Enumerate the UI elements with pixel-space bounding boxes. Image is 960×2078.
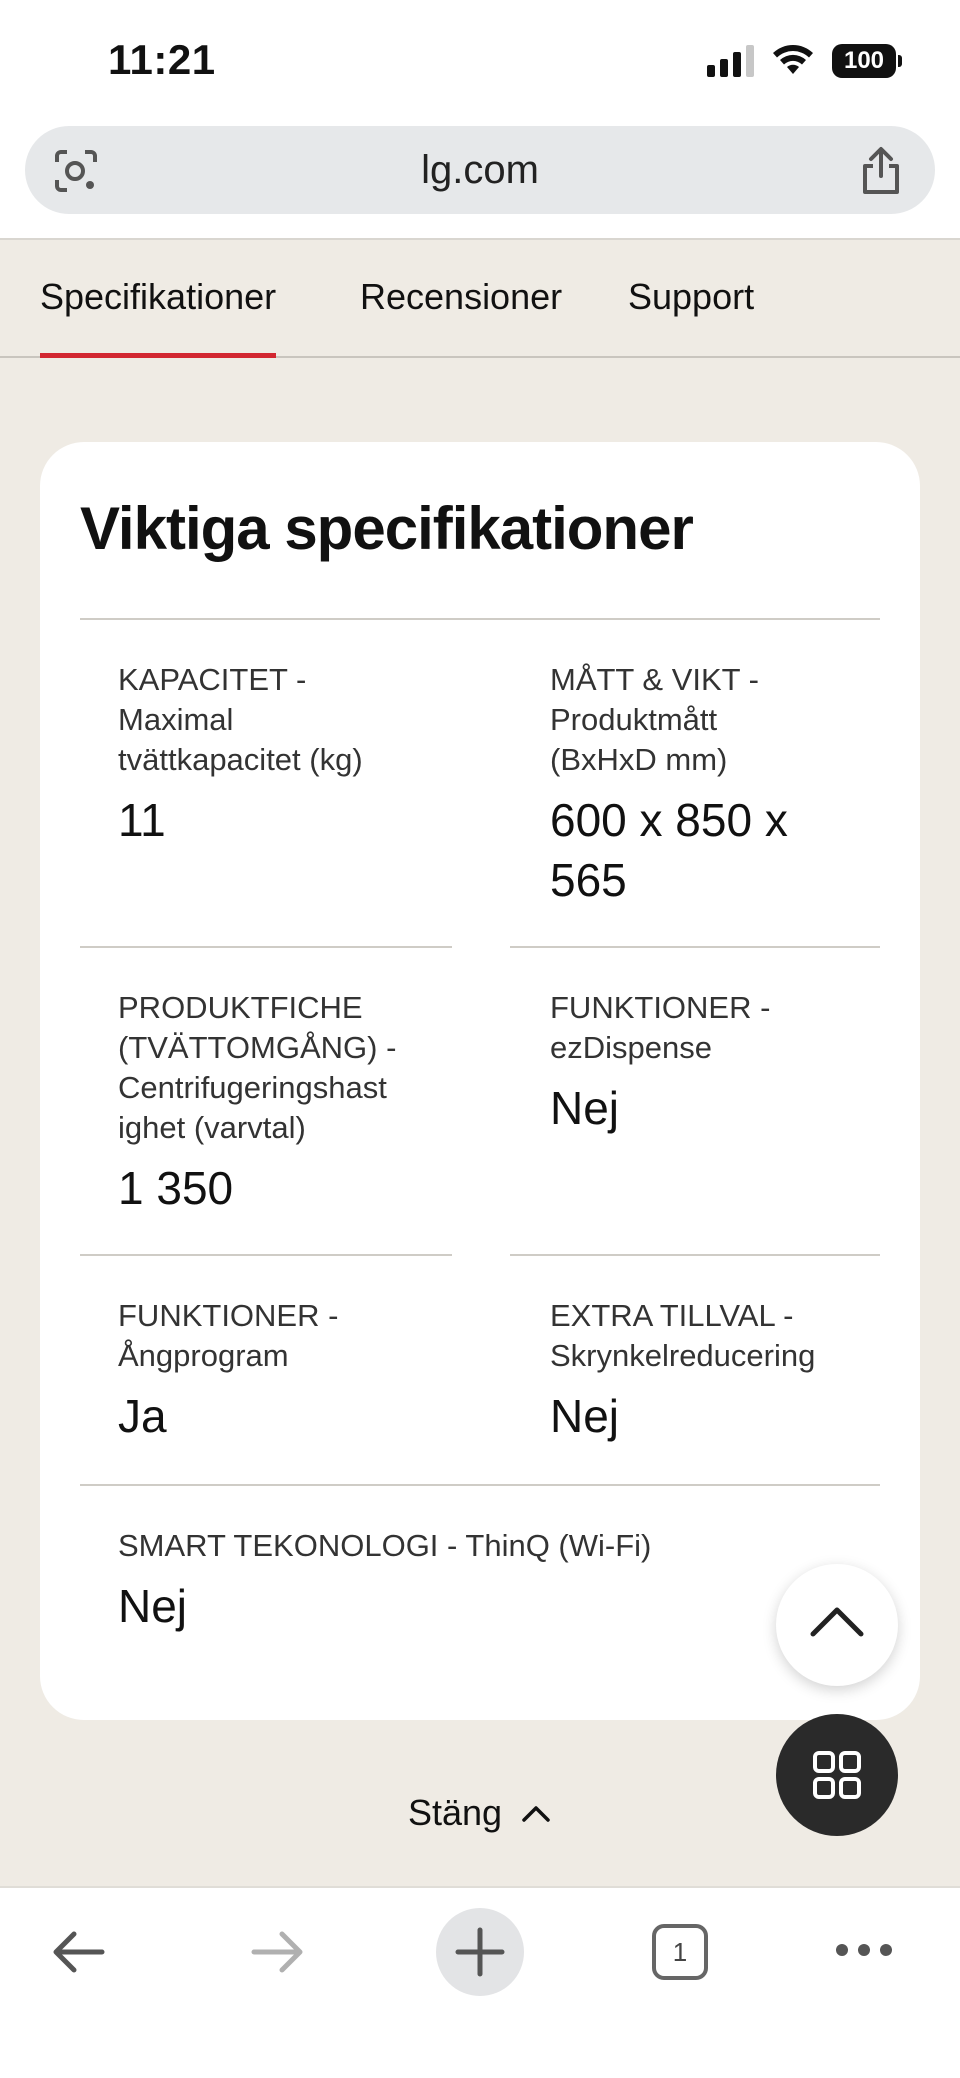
spec-item-dimensions [550,660,880,910]
tab-specifikationer[interactable]: Specifikationer [40,276,276,358]
spec-item-steam [118,1296,448,1446]
spec-label: SMART TEKONOLOGI - ThinQ (Wi-Fi) [118,1528,652,1563]
key-specs-card [40,442,920,1720]
spec-item-thinq [118,1526,818,1636]
close-specs-link[interactable] [0,1790,960,1834]
spec-label: MÅTT & VIKT - Produktmått (BxHxD mm) [550,662,759,777]
chevron-up-icon [807,1602,867,1642]
share-icon[interactable] [859,146,903,196]
spec-label: FUNKTIONER - Ångprogram [118,1298,339,1373]
spec-label: KAPACITET - Maximal tvättkapacitet (kg) [118,662,363,777]
status-bar [0,0,960,124]
status-icons [707,44,896,78]
spec-label: EXTRA TILLVAL - Skrynkelreducering [550,1298,816,1373]
status-time: 11:21 [108,36,216,83]
card-title: Viktiga specifikationer [80,495,693,562]
wifi-icon [772,45,814,77]
spec-value: Nej [550,1390,620,1442]
divider [80,618,880,620]
divider [80,1254,452,1256]
browser-toolbar [0,1886,960,2078]
spec-value: 600 x 850 x 565 [550,794,788,906]
close-label: Stäng [407,1792,503,1834]
spec-value: Nej [118,1580,188,1632]
divider [510,946,880,948]
tab-support[interactable]: Support [628,276,755,317]
tab-recensioner[interactable]: Recensioner [360,276,563,317]
section-tabs [0,240,960,358]
arrow-right-icon[interactable] [248,1922,308,1982]
arrow-left-icon[interactable] [48,1922,108,1982]
more-icon[interactable] [834,1938,894,1962]
spec-value: Nej [550,1082,620,1134]
browser-address-area [0,124,960,240]
spec-item-ezdispense [550,988,880,1138]
spec-item-capacity [118,660,438,850]
divider [80,946,452,948]
tab-switcher-button[interactable]: 1 [652,1924,708,1980]
address-bar[interactable] [25,126,935,214]
new-tab-button[interactable] [436,1908,524,1996]
spec-label: PRODUKTFICHE (TVÄTTOMGÅNG) - Centrifugeringshast ighet (varvtal) [118,990,397,1145]
divider [80,1484,880,1486]
battery-indicator: 100 [832,44,896,78]
spec-value: Ja [118,1390,167,1442]
cellular-signal-icon [707,45,754,77]
chevron-up-icon [520,1802,552,1824]
spec-label: FUNKTIONER - ezDispense [550,990,771,1065]
spec-value: 11 [118,794,166,846]
url-text[interactable]: lg.com [421,148,539,192]
divider [510,1254,880,1256]
plus-icon [436,1908,524,1996]
scroll-to-top-button[interactable] [776,1564,898,1686]
spec-item-wrinkle [550,1296,880,1446]
spec-item-spin-speed [118,988,448,1218]
spec-value: 1 350 [118,1162,234,1214]
